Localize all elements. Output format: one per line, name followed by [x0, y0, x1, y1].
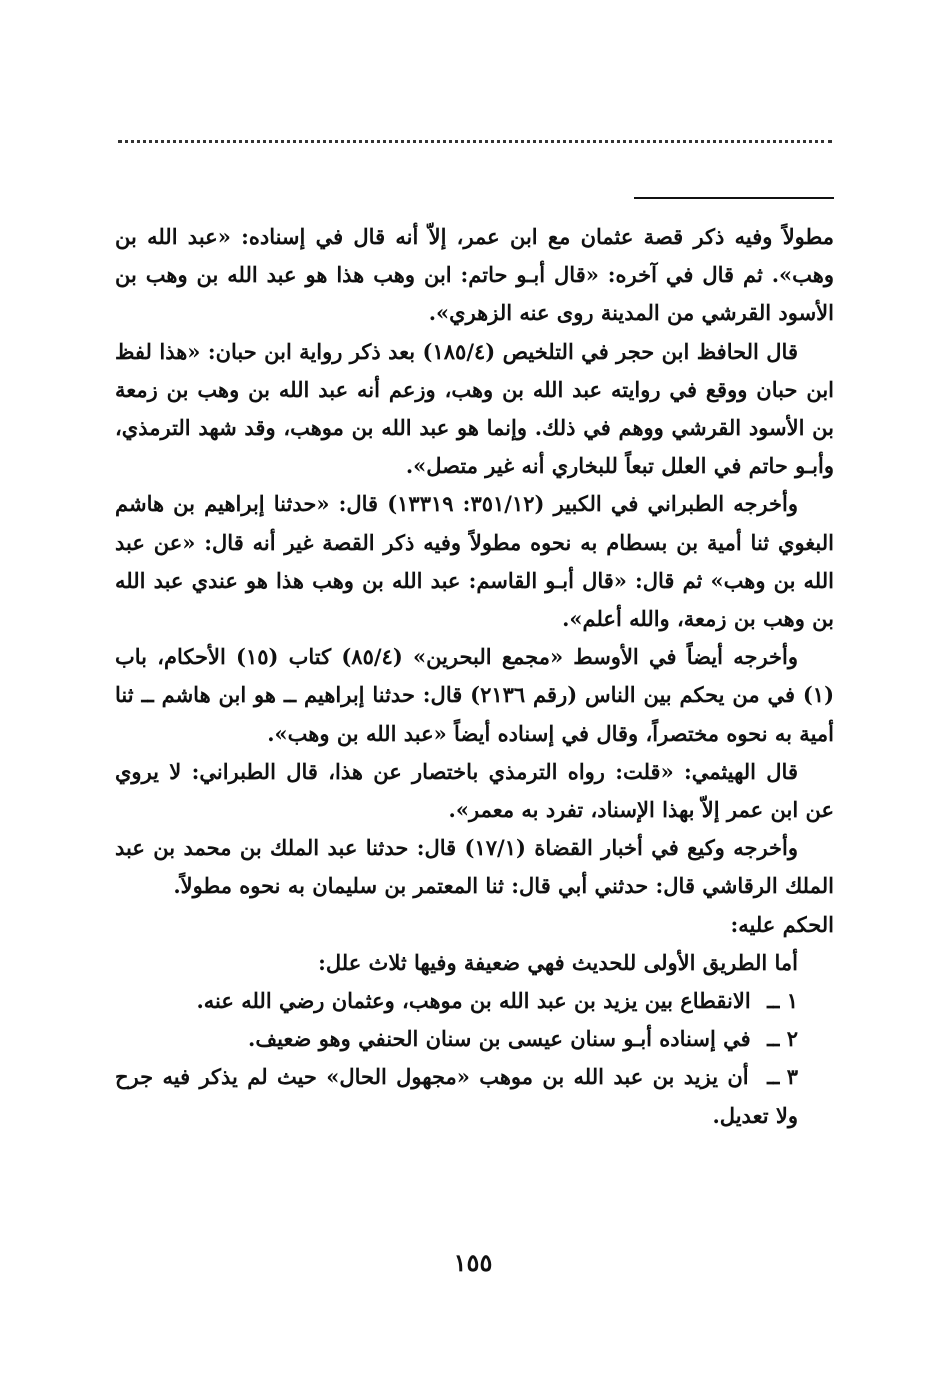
paragraph: قال الهيثمي: «قلت: رواه الترمذي باختصار عن هذا، قال الطبراني: لا يروي عن ابن عمر إلاّ بهذا الإسناد، تفرد به معمر».	[115, 758, 834, 823]
list-item	[115, 1058, 834, 1134]
list-item-number: ٢ ــ	[767, 1026, 798, 1052]
list-item-number: ٣ ــ	[767, 1064, 799, 1090]
footnote-rule	[634, 197, 834, 199]
paragraph: وأخرجه الطبراني في الكبير (٣٥١/١٢: ١٣٣١٩) قال: «حدثنا إبراهيم بن هاشم البغوي ثنا أمية بن بسطام به نحوه مطولاً وفيه ذكر القصة غير أنه قال: «عن عبد الله بن وهب» ثم قال: «قال أبـو القاسم: عبد الله بن وهب هذا هو عندي عبد الله بن وهب بن زمعة، والله أعلم».	[115, 491, 834, 632]
list-item	[115, 1020, 834, 1058]
list-intro: أما الطريق الأولى للحديث فهي ضعيفة وفيها ثلاث علل:	[318, 949, 798, 975]
page-number: ١٥٥	[453, 1248, 493, 1277]
paragraph: مطولاً وفيه ذكر قصة عثمان مع ابن عمر، إلاّ أنه قال في إسناده: «عبد الله بن وهب». ثم قال في آخره: «قال أبـو حاتم: ابن وهب هذا هو عبد الله بن وهب بن الأسود القرشي من المدينة روى عنه الزهري».	[115, 224, 834, 326]
list-item-text: أن يزيد بن عبد الله بن موهب «مجهول الحال» حيث لم يذكر فيه جرح ولا تعديل.	[115, 1064, 798, 1128]
section-heading: الحكم عليه:	[730, 911, 834, 937]
list-item	[115, 982, 834, 1020]
list-item-number: ١ ــ	[767, 988, 798, 1014]
page-body	[115, 218, 834, 1135]
list-item-text: الانقطاع بين يزيد بن عبد الله بن موهب، وعثمان رضي الله عنه.	[196, 988, 751, 1014]
paragraph: قال الحافظ ابن حجر في التلخيص (١٨٥/٤) بعد ذكر رواية ابن حبان: «هذا لفظ ابن حبان ووقع في روايته عبد الله بن وهب، وزعم أنه عبد الله بن وهب بن زمعة بن الأسود القرشي ووهم في ذلك. وإنما هو عبد الله بن موهب، وقد شهد الترمذي، وأبـو حاتم في العلل تبعاً للبخاري أنه غير متصل».	[115, 338, 834, 479]
dotted-separator	[118, 140, 832, 143]
list-item-text: في إسناده أبـو سنان عيسى بن سنان الحنفي وهو ضعيف.	[248, 1026, 751, 1052]
paragraph: وأخرجه وكيع في أخبار القضاة (١٧/١) قال: حدثنا عبد الملك بن محمد بن عبد الملك الرقاشي قال: حدثني أبي قال: ثنا المعتمر بن سليمان به نحوه مطولاً.	[115, 835, 834, 899]
paragraph: وأخرجه أيضاً في الأوسط «مجمع البحرين» (٨٥/٤) كتاب (١٥) الأحكام، باب (١) في من يحكم بين الناس (رقم ٢١٣٦) قال: حدثنا إبراهيم ــ هو ابن هاشم ــ ثنا أمية به نحوه مختصراً، وقال في إسناده أيضاً «عبد الله بن وهب».	[115, 644, 835, 746]
